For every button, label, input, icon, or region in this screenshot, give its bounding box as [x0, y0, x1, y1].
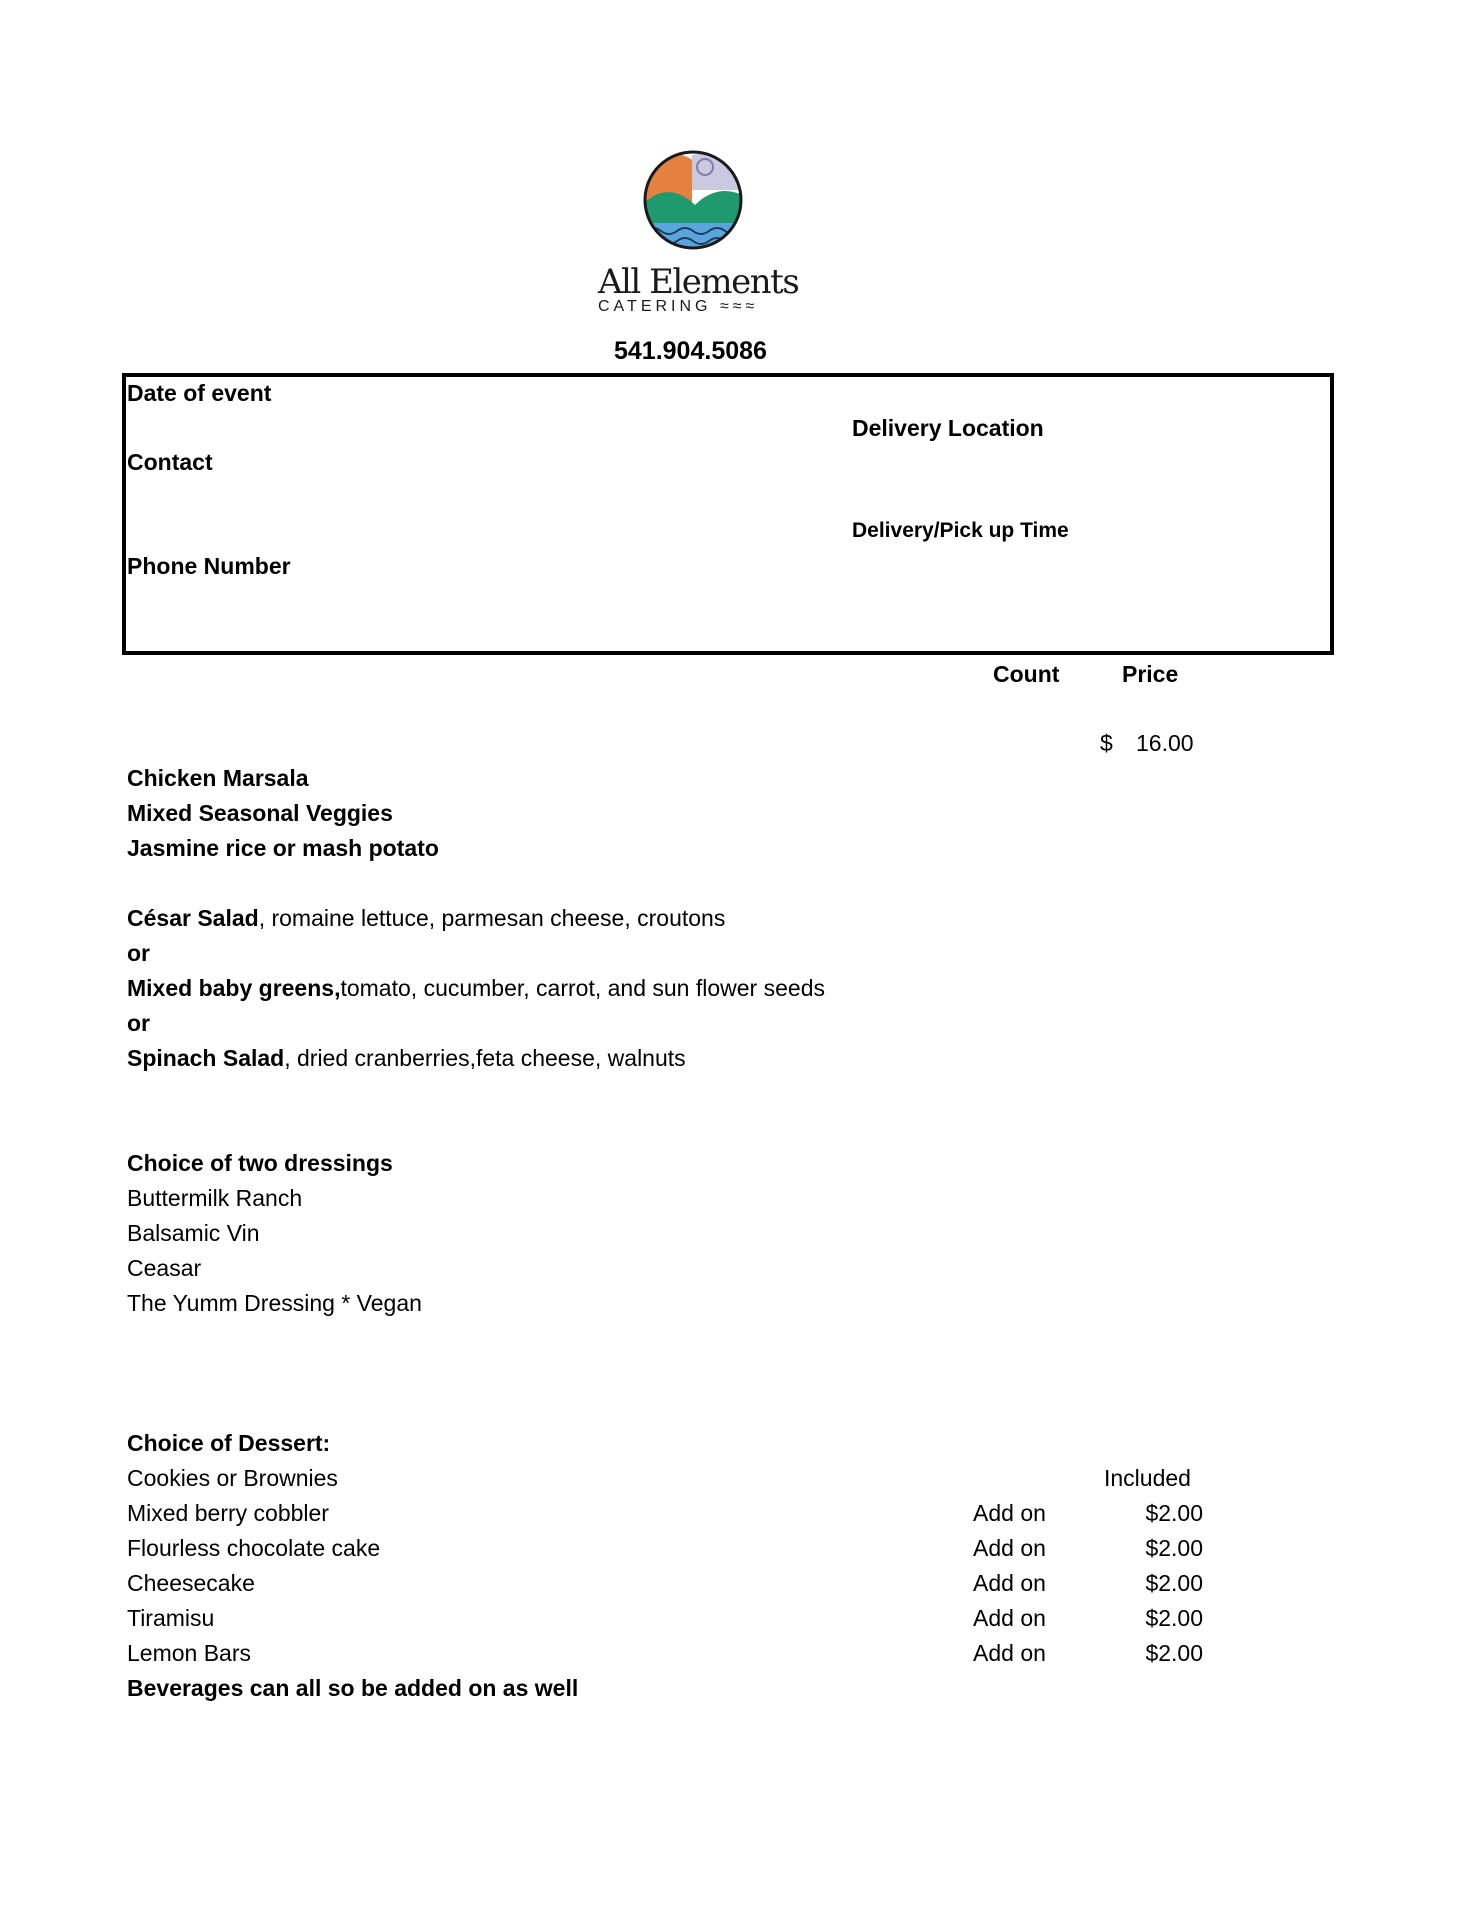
dessert-price: $2.00: [1145, 1640, 1203, 1666]
dessert-addon: Add on: [973, 1605, 1046, 1631]
date-of-event-label: Date of event: [127, 380, 272, 406]
or-separator: or: [127, 940, 150, 966]
company-phone: 541.904.5086: [614, 337, 767, 365]
dessert-price: $2.00: [1145, 1535, 1203, 1561]
dressing-item: Balsamic Vin: [127, 1220, 260, 1246]
dessert-name: Mixed berry cobbler: [127, 1500, 329, 1526]
contact-label: Contact: [127, 449, 213, 475]
entree-item: Chicken Marsala: [127, 765, 309, 791]
brand-name: All Elements: [598, 262, 799, 302]
dessert-name: Cheesecake: [127, 1570, 255, 1596]
entree-price-symbol: $: [1100, 730, 1113, 756]
delivery-time-label: Delivery/Pick up Time: [852, 519, 1069, 542]
dressing-item: Buttermilk Ranch: [127, 1185, 303, 1211]
dessert-name: Tiramisu: [127, 1605, 215, 1631]
dessert-addon: Add on: [973, 1570, 1046, 1596]
spinach-salad-line: Spinach Salad, dried cranberries,feta cheese, walnuts: [127, 1045, 686, 1071]
phone-number-label: Phone Number: [127, 553, 291, 579]
dressing-item: The Yumm Dressing * Vegan: [127, 1290, 422, 1316]
count-header: Count: [993, 661, 1060, 687]
dessert-addon: Add on: [973, 1535, 1046, 1561]
dessert-addon: Add on: [973, 1640, 1046, 1666]
beverages-note: Beverages can all so be added on as well: [127, 1675, 579, 1701]
dessert-price: Included: [1104, 1465, 1191, 1491]
dessert-name: Flourless chocolate cake: [127, 1535, 381, 1561]
dressing-item: Ceasar: [127, 1255, 202, 1281]
dessert-title: Choice of Dessert:: [127, 1430, 331, 1456]
price-header: Price: [1122, 661, 1179, 687]
dessert-name: Cookies or Brownies: [127, 1465, 338, 1491]
or-separator: or: [127, 1010, 150, 1036]
entree-item: Mixed Seasonal Veggies: [127, 800, 393, 826]
dessert-addon: Add on: [973, 1500, 1046, 1526]
brand-subtitle: CATERING ≈≈≈: [598, 298, 759, 315]
entree-item: Jasmine rice or mash potato: [127, 835, 439, 861]
delivery-location-label: Delivery Location: [852, 415, 1044, 441]
entree-price: 16.00: [1136, 730, 1194, 756]
dessert-price: $2.00: [1145, 1605, 1203, 1631]
dessert-name: Lemon Bars: [127, 1640, 252, 1666]
mixed-greens-line: Mixed baby greens,tomato, cucumber, carrot, and sun flower seeds: [127, 975, 825, 1001]
caesar-salad-line: César Salad, romaine lettuce, parmesan cheese, croutons: [127, 905, 726, 931]
dressings-title: Choice of two dressings: [127, 1150, 393, 1176]
dessert-price: $2.00: [1145, 1500, 1203, 1526]
event-info-box: [122, 373, 1334, 655]
dessert-price: $2.00: [1145, 1570, 1203, 1596]
waves-icon: ≈≈≈: [719, 298, 759, 315]
